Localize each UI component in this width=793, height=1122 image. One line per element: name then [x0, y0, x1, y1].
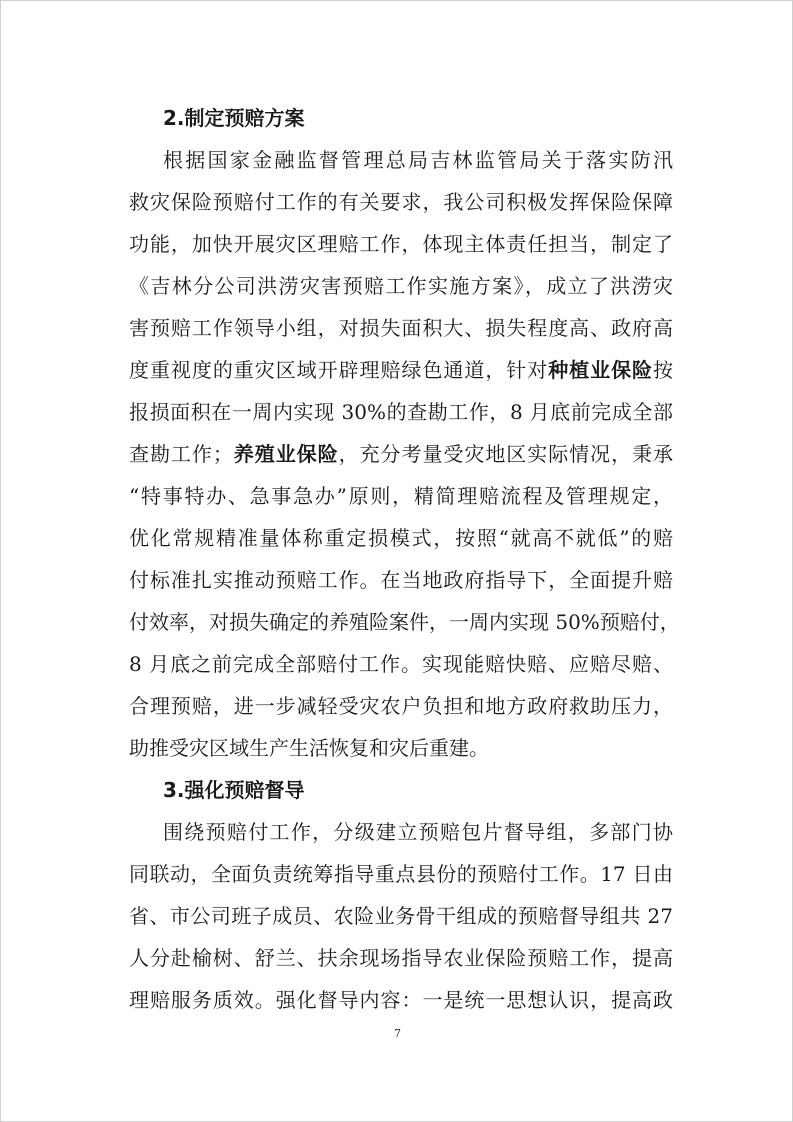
line-text: 查勘工作； [129, 442, 233, 466]
paragraph-line: 同联动，全面负责统筹指导重点县份的预赔付工作。17 日由 [129, 862, 673, 886]
paragraph-line: 人分赴榆树、舒兰、扶余现场指导农业保险预赔工作，提高 [129, 946, 673, 970]
paragraph-line: 功能，加快开展灾区理赔工作，体现主体责任担当，制定了 [129, 232, 673, 256]
line-text: 按 [653, 358, 674, 382]
paragraph-line: 合理预赔，进一步减轻受灾农户负担和地方政府救助压力， [129, 694, 673, 718]
paragraph-line: 8 月底之前完成全部赔付工作。实现能赔快赔、应赔尽赔、 [129, 652, 673, 676]
line-text: 度重视度的重灾区域开辟理赔绿色通道，针对 [129, 358, 549, 382]
paragraph-line: 付标准扎实推动预赔工作。在当地政府指导下，全面提升赔 [129, 568, 673, 592]
paragraph-line: 《吉林分公司洪涝灾害预赔工作实施方案》，成立了洪涝灾 [129, 274, 673, 298]
paragraph-line: 理赔服务质效。强化督导内容：一是统一思想认识，提高政 [129, 988, 673, 1012]
paragraph-line [129, 433, 673, 475]
paragraph-line: 省、市公司班子成员、农险业务骨干组成的预赔督导组共 27 [129, 904, 673, 928]
bold-term-livestock-insurance: 养殖业保险 [232, 442, 339, 466]
paragraph-line: “特事特办、急事急办”原则，精简理赔流程及管理规定， [129, 484, 673, 508]
section-heading-3: 3.强化预赔督导 [163, 778, 305, 802]
document-body [129, 97, 680, 1021]
paragraph-line [129, 349, 673, 391]
paragraph-line: 害预赔工作领导小组，对损失面积大、损失程度高、政府高 [129, 316, 673, 340]
paragraph-line: 救灾保险预赔付工作的有关要求，我公司积极发挥保险保障 [129, 190, 673, 214]
paragraph-line: 围绕预赔付工作，分级建立预赔包片督导组，多部门协 [163, 820, 673, 844]
section-heading-2: 2.制定预赔方案 [163, 106, 305, 130]
paragraph-line: 优化常规精准量体称重定损模式，按照“就高不就低”的赔 [129, 526, 673, 550]
paragraph-line: 助推受灾区域生产生活恢复和灾后重建。 [129, 736, 489, 760]
paragraph-line: 报损面积在一周内实现 30%的查勘工作，8 月底前完成全部 [129, 400, 673, 424]
bold-term-crop-insurance: 种植业保险 [548, 358, 654, 382]
line-text: ，充分考量受灾地区实际情况，秉承 [338, 442, 674, 466]
page-number: 7 [394, 1027, 401, 1040]
paragraph-line: 根据国家金融监督管理总局吉林监管局关于落实防汛 [163, 148, 673, 172]
paragraph-line: 付效率，对损失确定的养殖险案件，一周内实现 50%预赔付， [129, 610, 680, 634]
